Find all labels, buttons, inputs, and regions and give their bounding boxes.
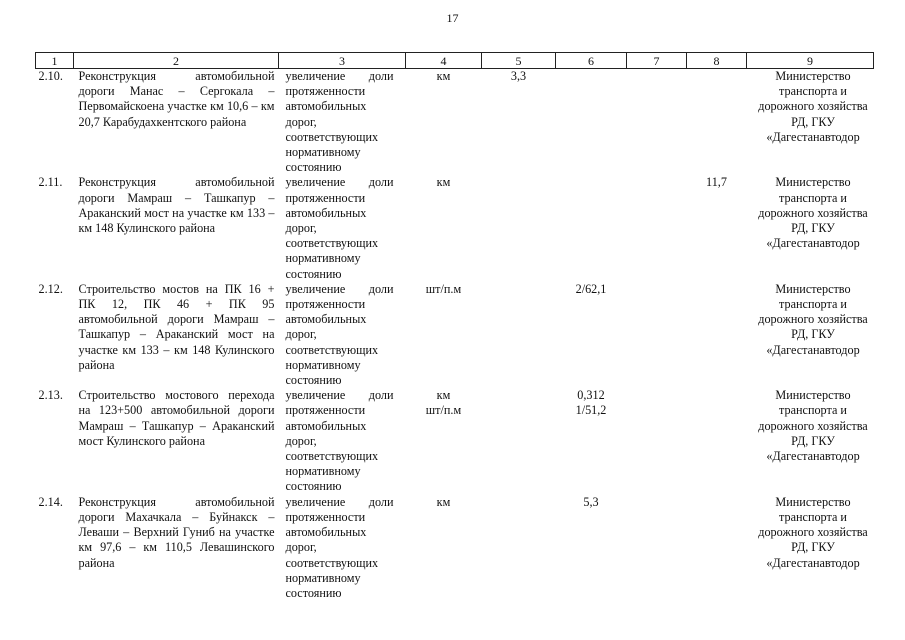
- table-row: [36, 282, 874, 388]
- program-table: [35, 52, 874, 601]
- project-name: Строительство мостового перехода на 123+500 автомобильной дороги Мамраш – Ташкапур – Араканский мост Кулинского района: [78, 388, 275, 448]
- column-header-3: 3: [279, 53, 406, 69]
- value-col8: [687, 388, 747, 494]
- responsible-body: Министерство транспорта и дорожного хозяйства РД, ГКУ «Дагестанавтодор: [758, 281, 868, 357]
- row-number: 2.10.: [38, 69, 63, 83]
- responsible-body: Министерство транспорта и дорожного хозяйства РД, ГКУ «Дагестанавтодор: [758, 69, 868, 144]
- unit-cell: км: [436, 175, 451, 190]
- table-row: [36, 69, 874, 176]
- column-header-4: 4: [406, 53, 482, 69]
- column-header-8: 8: [687, 53, 747, 69]
- value-col8: [687, 282, 747, 388]
- project-purpose: увеличение доли протяженности автомобильных дорог, соответствующих нормативному состоянию: [285, 175, 394, 281]
- row-number: 2.13.: [38, 388, 63, 403]
- column-header-9: 9: [747, 53, 874, 69]
- table-row: [36, 388, 874, 494]
- column-header-6: 6: [556, 53, 627, 69]
- responsible-body: Министерство транспорта и дорожного хозяйства РД, ГКУ «Дагестанавтодор: [758, 494, 868, 570]
- value-col6: [556, 69, 627, 176]
- project-purpose: увеличение доли протяженности автомобильных дорог, соответствующих нормативному состоянию: [285, 69, 394, 175]
- column-header-7: 7: [627, 53, 687, 69]
- value-col8: [687, 69, 747, 176]
- value-col8: [687, 495, 747, 601]
- responsible-body: Министерство транспорта и дорожного хозяйства РД, ГКУ «Дагестанавтодор: [758, 175, 868, 251]
- project-name: Реконструкция автомобильной дороги Махачкала – Буйнакск – Леваши – Верхний Гуниб на участке км 97,6 – км 110,5 Левашинского района: [78, 494, 275, 570]
- value-col7: [627, 495, 687, 601]
- value-col6: [556, 175, 627, 281]
- column-header-1: 1: [36, 53, 74, 69]
- value-col6: 2/62,1: [575, 281, 607, 296]
- value-col5: [482, 175, 556, 281]
- value-col6: 5,3: [583, 494, 599, 509]
- value-col7: [627, 388, 687, 494]
- header-row: [36, 53, 874, 69]
- unit-cell: км шт/п.м: [425, 388, 462, 418]
- table-row: [36, 495, 874, 601]
- value-col5: 3,3: [510, 69, 527, 83]
- value-col7: [627, 282, 687, 388]
- unit-cell: км: [436, 69, 451, 83]
- project-name: Реконструкция автомобильной дороги Манас – Сергокала – Первомайскоена участке км 10,6 – км 20,7 Карабудахкентского района: [78, 69, 275, 129]
- project-name: Строительство мостов на ПК 16 + ПК 12, ПК 46 + ПК 95 автомобильной дороги Мамраш – Ташкапур – Араканский мост на участке км 133 – км 148 Кулинского района: [78, 281, 275, 372]
- row-number: 2.12.: [38, 281, 63, 296]
- value-col5: [482, 495, 556, 601]
- unit-cell: шт/п.м: [425, 281, 462, 296]
- value-col7: [627, 69, 687, 176]
- row-number: 2.11.: [38, 175, 63, 190]
- value-col6: 0,312 1/51,2: [575, 388, 607, 418]
- table-row: [36, 175, 874, 281]
- value-col5: [482, 388, 556, 494]
- responsible-body: Министерство транспорта и дорожного хозяйства РД, ГКУ «Дагестанавтодор: [758, 388, 868, 464]
- row-number: 2.14.: [38, 494, 63, 509]
- column-header-5: 5: [482, 53, 556, 69]
- column-header-2: 2: [74, 53, 279, 69]
- unit-cell: км: [436, 494, 451, 509]
- project-name: Реконструкция автомобильной дороги Мамраш – Ташкапур – Араканский мост на участке км 133 – км 148 Кулинского района: [78, 175, 275, 236]
- project-purpose: увеличение доли протяженности автомобильных дорог, соответствующих нормативному состоянию: [285, 494, 394, 600]
- value-col7: [627, 175, 687, 281]
- value-col5: [482, 282, 556, 388]
- page-number: 17: [446, 11, 459, 25]
- value-col8: 11,7: [706, 175, 727, 190]
- project-purpose: увеличение доли протяженности автомобильных дорог, соответствующих нормативному состоянию: [285, 388, 394, 494]
- project-purpose: увеличение доли протяженности автомобильных дорог, соответствующих нормативному состоянию: [285, 281, 394, 388]
